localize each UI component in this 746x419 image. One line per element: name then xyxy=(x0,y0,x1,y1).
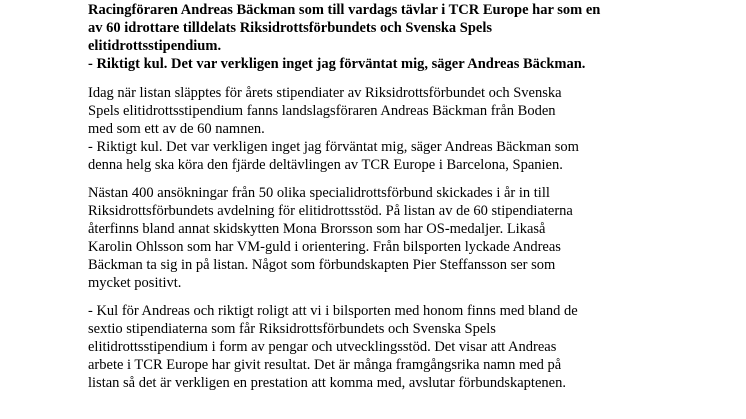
paragraph-line: Idag när listan släpptes för årets stipendiater av Riksidrottsförbundet och Svenska xyxy=(88,85,562,101)
paragraph-line: Riksidrottsförbundets avdelning för elitidrottsstöd. På listan av de 60 stipendiaterna xyxy=(88,203,573,219)
paragraph-line: Spels elitidrottsstipendium fanns landslagsföraren Andreas Bäckman från Boden xyxy=(88,103,556,119)
paragraph-line: Nästan 400 ansökningar från 50 olika specialidrottsförbund skickades i år in till xyxy=(88,185,550,201)
paragraph-line: Bäckman ta sig in på listan. Något som förbundskapten Pier Steffansson ser som xyxy=(88,257,556,273)
lead-line: av 60 idrottare tilldelats Riksidrottsförbundets och Svenska Spels xyxy=(88,20,493,36)
body-paragraph-3 xyxy=(88,302,658,392)
lead-paragraph xyxy=(88,1,658,73)
paragraph-line: elitidrottsstipendium i form av pengar och utvecklingsstöd. Det visar att Andreas xyxy=(88,339,557,355)
paragraph-line: arbete i TCR Europe har givit resultat. Det är många framgångsrika namn med på xyxy=(88,357,562,373)
lead-line: Racingföraren Andreas Bäckman som till vardags tävlar i TCR Europe har som en xyxy=(88,2,601,18)
paragraph-line: Karolin Ohlsson som har VM-guld i orientering. Från bilsporten lyckade Andreas xyxy=(88,239,561,255)
paragraph-line: mycket positivt. xyxy=(88,275,182,291)
body-paragraph-2 xyxy=(88,184,658,292)
paragraph-line: med som ett av de 60 namnen. xyxy=(88,121,265,137)
paragraph-line: sextio stipendiaterna som får Riksidrottsförbundets och Svenska Spels xyxy=(88,321,496,337)
paragraph-line: återfinns bland annat skidskytten Mona Brorsson som har OS-medaljer. Likaså xyxy=(88,221,546,237)
lead-quote-line: - Riktigt kul. Det var verkligen inget jag förväntat mig, säger Andreas Bäckman. xyxy=(88,56,586,72)
body-paragraph-1 xyxy=(88,84,658,174)
paragraph-line: denna helg ska köra den fjärde deltävlingen av TCR Europe i Barcelona, Spanien. xyxy=(88,157,563,173)
lead-line: elitidrottsstipendium. xyxy=(88,38,222,54)
paragraph-line: - Kul för Andreas och riktigt roligt att vi i bilsporten med honom finns med bland de xyxy=(88,303,578,319)
paragraph-line: - Riktigt kul. Det var verkligen inget jag förväntat mig, säger Andreas Bäckman som xyxy=(88,139,579,155)
press-release-document xyxy=(88,1,658,392)
paragraph-line: listan så det är verkligen en prestation att komma med, avslutar förbundskaptenen. xyxy=(88,375,566,391)
